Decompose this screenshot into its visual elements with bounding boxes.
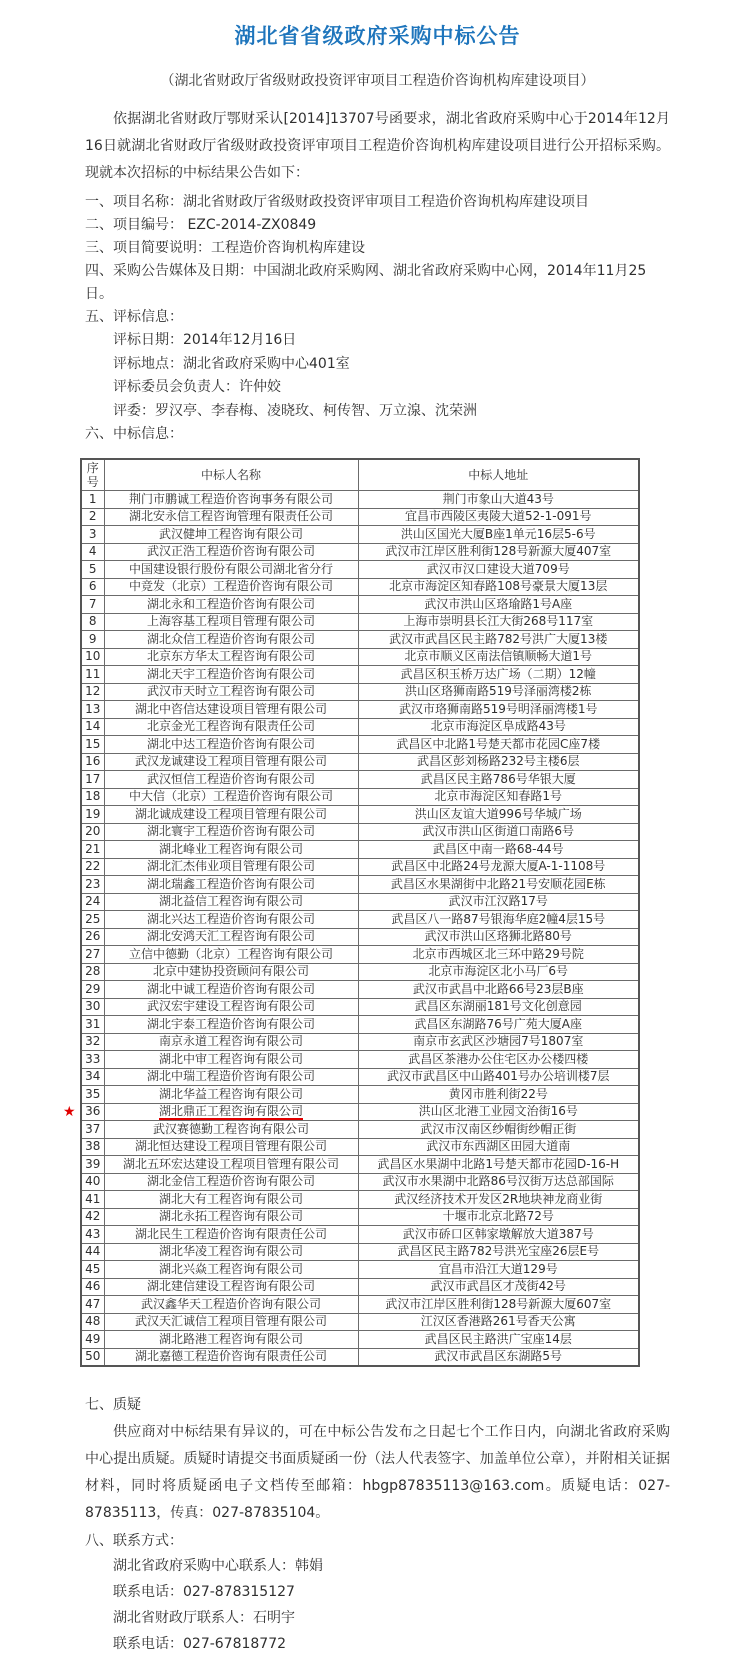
table-row: [81, 1278, 639, 1296]
cell-seq: 43: [81, 1226, 104, 1244]
cell-seq: 11: [81, 666, 104, 684]
cell-winner-address: 北京市海淀区知春路108号豪景大厦13层: [358, 578, 639, 596]
eval-place: 评标地点：湖北省政府采购中心401室: [113, 355, 350, 372]
cell-seq: 45: [81, 1261, 104, 1279]
cell-seq: 12: [81, 683, 104, 701]
doc-subtitle: （湖北省财政厅省级财政投资评审项目工程造价咨询机构库建设项目）: [160, 73, 595, 89]
cell-seq: 7: [81, 596, 104, 614]
table-row: [81, 718, 639, 736]
cell-winner-name: 湖北中达工程造价咨询有限公司: [104, 736, 358, 754]
cell-winner-name: 湖北峰业工程咨询有限公司: [104, 841, 358, 859]
cell-winner-name: 北京东方华太工程咨询有限公司: [104, 648, 358, 666]
cell-winner-name: 武汉恒信工程造价咨询有限公司: [104, 771, 358, 789]
item-6-winner-info: 六、中标信息：: [85, 426, 183, 442]
table-header-row: [81, 459, 639, 491]
cell-winner-address: 武昌区东湖丽181号文化创意园: [358, 998, 639, 1016]
cell-winner-name: 湖北寰宇工程造价咨询有限公司: [104, 823, 358, 841]
cell-winner-address: 荆门市象山大道43号: [358, 491, 639, 509]
table-row: [81, 596, 639, 614]
cell-winner-address: 洪山区友谊大道996号华城广场: [358, 806, 639, 824]
cell-seq: 40: [81, 1173, 104, 1191]
cell-winner-address: 武昌区彭刘杨路232号主楼6层: [358, 753, 639, 771]
cell-winner-address: 武昌区积玉桥万达广场（二期）12幢: [358, 666, 639, 684]
cell-winner-name: 湖北兴焱工程咨询有限公司: [104, 1261, 358, 1279]
contact-finance-person: 湖北省财政厅联系人：石明宇: [113, 1610, 295, 1626]
table-row: [81, 928, 639, 946]
page-title: 湖北省省级政府采购中标公告: [234, 24, 521, 48]
table-row: [81, 963, 639, 981]
cell-winner-address: 北京市海淀区知春路1号: [358, 788, 639, 806]
cell-winner-address: 武汉市武昌区中山路401号办公培训楼7层: [358, 1068, 639, 1086]
table-row: [81, 543, 639, 561]
cell-winner-name: 湖北建信建设工程咨询有限公司: [104, 1278, 358, 1296]
cell-seq: 3: [81, 526, 104, 544]
cell-winner-address: 武昌区水果湖中北路1号楚天都市花园D-16-H: [358, 1156, 639, 1174]
table-row: [81, 1068, 639, 1086]
cell-winner-name: 武汉龙诚建设工程项目管理有限公司: [104, 753, 358, 771]
item-1-project-name: 一、项目名称：湖北省财政厅省级财政投资评审项目工程造价咨询机构库建设项目: [85, 194, 589, 210]
table-row: [81, 1243, 639, 1261]
cell-seq: 46: [81, 1278, 104, 1296]
table-row: [81, 561, 639, 579]
cell-winner-name: 南京永道工程咨询有限公司: [104, 1033, 358, 1051]
cell-seq: 44: [81, 1243, 104, 1261]
table-row: [81, 1051, 639, 1069]
cell-winner-address: 武昌区民主路洪广宝座14层: [358, 1331, 639, 1349]
cell-winner-address: 武汉市江汉路17号: [358, 893, 639, 911]
cell-winner-address: 江汉区香港路261号香天公寓: [358, 1313, 639, 1331]
cell-winner-name: [104, 1103, 358, 1121]
cell-winner-name: 荆门市鹏诚工程造价咨询事务有限公司: [104, 491, 358, 509]
cell-seq: 28: [81, 963, 104, 981]
cell-seq: 4: [81, 543, 104, 561]
cell-winner-name: 湖北路港工程咨询有限公司: [104, 1331, 358, 1349]
cell-winner-address: 武汉市武昌中北路66号23层B座: [358, 981, 639, 999]
intro-paragraph: 依据湖北省财政厅鄂财采认[2014]13707号函要求，湖北省政府采购中心于2014年12月16日就湖北省财政厅省级财政投资评审项目工程造价咨询机构库建设项目进行公开招标采购。现就本次招标的中标结果公告如下：: [85, 111, 670, 181]
cell-seq: 19: [81, 806, 104, 824]
table-row: [81, 1313, 639, 1331]
cell-winner-address: 武昌区民主路786号华银大厦: [358, 771, 639, 789]
cell-seq: 13: [81, 701, 104, 719]
cell-winner-name: 湖北民生工程造价咨询有限责任公司: [104, 1226, 358, 1244]
cell-winner-address: 洪山区国光大厦B座1单元16层5-6号: [358, 526, 639, 544]
cell-seq: 16: [81, 753, 104, 771]
cell-winner-address: 洪山区北港工业园文治街16号: [358, 1103, 639, 1121]
cell-winner-address: 武汉市汉南区纱帽街纱帽正街: [358, 1121, 639, 1139]
cell-winner-address: 武汉市硚口区韩家墩解放大道387号: [358, 1226, 639, 1244]
table-row: [81, 1016, 639, 1034]
cell-seq: 32: [81, 1033, 104, 1051]
cell-seq: 18: [81, 788, 104, 806]
item-2-project-number: 二、项目编号： EZC-2014-ZX0849: [85, 217, 317, 233]
cell-winner-address: 武汉市江岸区胜利街128号新源大厦607室: [358, 1296, 639, 1314]
cell-seq: 2: [81, 508, 104, 526]
cell-seq: 5: [81, 561, 104, 579]
item-4-media-date: 四、采购公告媒体及日期：中国湖北政府采购网、湖北省政府采购中心网，2014年11月25日。: [85, 263, 647, 302]
eval-committee-members: 评委：罗汉亭、李春梅、凌晓玫、柯传智、万立湶、沈荣洲: [113, 402, 477, 419]
cell-winner-name: 上海容基工程项目管理有限公司: [104, 613, 358, 631]
cell-winner-name: 湖北中审工程咨询有限公司: [104, 1051, 358, 1069]
cell-seq: 38: [81, 1138, 104, 1156]
eval-date: 评标日期：2014年12月16日: [113, 332, 297, 348]
cell-seq: 26: [81, 928, 104, 946]
cell-winner-address: 武昌区茶港办公住宅区办公楼四楼: [358, 1051, 639, 1069]
table-row: [81, 666, 639, 684]
cell-winner-name: 湖北兴达工程造价咨询有限公司: [104, 911, 358, 929]
highlighted-winner-name: 湖北鼎正工程咨询有限公司: [158, 1104, 303, 1119]
cell-winner-name: 湖北嘉德工程造价咨询有限责任公司: [104, 1348, 358, 1366]
cell-winner-name: 湖北中诚工程造价咨询有限公司: [104, 981, 358, 999]
cell-winner-address: 洪山区珞狮南路519号泽丽湾楼2栋: [358, 683, 639, 701]
section-7-body: 供应商对中标结果有异议的，可在中标公告发布之日起七个工作日内，向湖北省政府采购中心提出质疑。质疑时请提交书面质疑函一份（法人代表签字、加盖单位公章），并附相关证据材料，同时将质疑函电子文档传至邮箱：hbgp87835113@163.com。质疑电话：027-87835113，传真：027-87835104。: [85, 1424, 670, 1521]
table-row: [81, 683, 639, 701]
cell-seq: 14: [81, 718, 104, 736]
cell-seq: 50: [81, 1348, 104, 1366]
cell-winner-name: 湖北华益工程咨询有限公司: [104, 1086, 358, 1104]
cell-winner-name: 湖北永拓工程咨询有限公司: [104, 1208, 358, 1226]
cell-winner-name: 湖北瑞鑫工程造价咨询有限公司: [104, 876, 358, 894]
table-row: [81, 823, 639, 841]
cell-winner-name: 湖北华凌工程咨询有限公司: [104, 1243, 358, 1261]
cell-winner-address: 武汉市东西湖区田园大道南: [358, 1138, 639, 1156]
cell-winner-address: 武昌区中北路1号楚天都市花园C座7楼: [358, 736, 639, 754]
cell-winner-address: 武昌区民主路782号洪光宝座26层E号: [358, 1243, 639, 1261]
cell-winner-name: 武汉正浩工程造价咨询有限公司: [104, 543, 358, 561]
section-7-heading: 七、质疑: [85, 1397, 141, 1413]
cell-winner-name: 湖北金信工程造价咨询有限公司: [104, 1173, 358, 1191]
cell-winner-address: 武昌区八一路87号银海华庭2幢4层15号: [358, 911, 639, 929]
table-row: [81, 1173, 639, 1191]
cell-winner-name: 武汉赛德勤工程咨询有限公司: [104, 1121, 358, 1139]
table-row: [81, 578, 639, 596]
cell-winner-address: 武汉市武昌区民主路782号洪广大厦13楼: [358, 631, 639, 649]
cell-winner-name: 湖北中瑞工程造价咨询有限公司: [104, 1068, 358, 1086]
cell-winner-address: 武汉市武昌区才茂街42号: [358, 1278, 639, 1296]
cell-winner-name: 湖北益信工程咨询有限公司: [104, 893, 358, 911]
cell-winner-name: 湖北大有工程咨询有限公司: [104, 1191, 358, 1209]
cell-winner-address: 武汉市洪山区街道口南路6号: [358, 823, 639, 841]
contact-finance-phone: 联系电话：027-67818772: [113, 1636, 287, 1652]
cell-seq: 36 ★: [81, 1103, 104, 1121]
cell-winner-name: 武汉健坤工程咨询有限公司: [104, 526, 358, 544]
cell-seq: 31: [81, 1016, 104, 1034]
table-row: [81, 1156, 639, 1174]
cell-winner-address: 武汉市洪山区珞狮北路80号: [358, 928, 639, 946]
cell-seq: 35: [81, 1086, 104, 1104]
cell-seq: 49: [81, 1331, 104, 1349]
table-row: [81, 613, 639, 631]
cell-winner-address: 武昌区中北路24号龙源大厦A-1-1108号: [358, 858, 639, 876]
table-row: [81, 508, 639, 526]
table-row: [81, 1226, 639, 1244]
table-row: [81, 736, 639, 754]
cell-seq: 41: [81, 1191, 104, 1209]
table-row: [81, 788, 639, 806]
cell-seq: 29: [81, 981, 104, 999]
table-row-highlighted: [81, 1103, 639, 1121]
contact-center-person: 湖北省政府采购中心联系人：韩娟: [113, 1558, 323, 1574]
table-row: [81, 491, 639, 509]
winners-table: [63, 458, 640, 1367]
cell-seq: 37: [81, 1121, 104, 1139]
table-row: [81, 1208, 639, 1226]
cell-winner-name: 湖北汇杰伟业项目管理有限公司: [104, 858, 358, 876]
cell-winner-name: 湖北安鸿天汇工程咨询有限公司: [104, 928, 358, 946]
table-row: [81, 701, 639, 719]
cell-winner-name: 湖北安永信工程咨询管理有限责任公司: [104, 508, 358, 526]
cell-winner-address: 武昌区水果湖街中北路21号安顺花园E栋: [358, 876, 639, 894]
cell-winner-name: 中竞发（北京）工程造价咨询有限公司: [104, 578, 358, 596]
cell-winner-name: 武汉天汇诚信工程项目管理有限公司: [104, 1313, 358, 1331]
cell-seq: 21: [81, 841, 104, 859]
cell-winner-name: 湖北诚成建设工程项目管理有限公司: [104, 806, 358, 824]
table-row: [81, 1331, 639, 1349]
cell-winner-address: 黄冈市胜利街22号: [358, 1086, 639, 1104]
table-row: [81, 876, 639, 894]
cell-winner-name: 武汉宏宇建设工程咨询有限公司: [104, 998, 358, 1016]
cell-seq: 42: [81, 1208, 104, 1226]
item-5-eval-info: 五、评标信息：: [85, 309, 183, 325]
eval-committee-head: 评标委员会负责人：许仲姣: [113, 379, 281, 395]
cell-winner-name: 湖北恒达建设工程项目管理有限公司: [104, 1138, 358, 1156]
header-winner-name: 中标人名称: [104, 459, 358, 491]
cell-seq: 6: [81, 578, 104, 596]
table-row: [81, 893, 639, 911]
cell-seq: 27: [81, 946, 104, 964]
table-row: [81, 771, 639, 789]
highlight-star-icon: ★: [63, 1103, 76, 1120]
cell-seq: 23: [81, 876, 104, 894]
table-row: [81, 998, 639, 1016]
cell-winner-address: 北京市西城区北三环中路29号院: [358, 946, 639, 964]
cell-seq: 20: [81, 823, 104, 841]
section-8-heading: 八、联系方式：: [85, 1533, 183, 1549]
cell-winner-name: 中国建设银行股份有限公司湖北省分行: [104, 561, 358, 579]
table-row: [81, 648, 639, 666]
cell-seq: 34: [81, 1068, 104, 1086]
cell-seq: 24: [81, 893, 104, 911]
cell-winner-address: 十堰市北京北路72号: [358, 1208, 639, 1226]
cell-winner-name: 北京金光工程咨询有限责任公司: [104, 718, 358, 736]
cell-seq: 17: [81, 771, 104, 789]
cell-seq: 47: [81, 1296, 104, 1314]
table-row: [81, 1348, 639, 1366]
table-row: [81, 1191, 639, 1209]
table-row: [81, 1261, 639, 1279]
cell-seq: 39: [81, 1156, 104, 1174]
cell-winner-name: 湖北宇泰工程造价咨询有限公司: [104, 1016, 358, 1034]
table-row: [81, 981, 639, 999]
cell-seq: 8: [81, 613, 104, 631]
cell-winner-address: 武汉市水果湖中北路86号汉街万达总部国际: [358, 1173, 639, 1191]
header-seq: 序号: [81, 459, 104, 491]
cell-seq: 1: [81, 491, 104, 509]
cell-winner-name: 湖北众信工程造价咨询有限公司: [104, 631, 358, 649]
table-row: [81, 1033, 639, 1051]
table-row: [81, 806, 639, 824]
winners-table-body: [63, 491, 639, 1367]
cell-winner-address: 南京市玄武区沙塘园7号1807室: [358, 1033, 639, 1051]
cell-winner-address: 宜昌市西陵区夷陵大道52-1-091号: [358, 508, 639, 526]
table-row: [81, 1296, 639, 1314]
header-winner-address: 中标人地址: [358, 459, 639, 491]
cell-seq: 10: [81, 648, 104, 666]
cell-seq: 33: [81, 1051, 104, 1069]
cell-seq: 15: [81, 736, 104, 754]
cell-winner-name: 湖北永和工程造价咨询有限公司: [104, 596, 358, 614]
cell-winner-name: 立信中德勤（北京）工程咨询有限公司: [104, 946, 358, 964]
table-row: [81, 526, 639, 544]
cell-winner-address: 武汉市江岸区胜利街128号新源大厦407室: [358, 543, 639, 561]
cell-winner-address: 武昌区东湖路76号广苑大厦A座: [358, 1016, 639, 1034]
cell-seq: 9: [81, 631, 104, 649]
cell-winner-address: 上海市崇明县长江大街268号117室: [358, 613, 639, 631]
table-row: [81, 1086, 639, 1104]
table-row: [81, 858, 639, 876]
cell-winner-address: 武汉经济技术开发区2R地块神龙商业街: [358, 1191, 639, 1209]
cell-winner-name: 北京中建协投资顾问有限公司: [104, 963, 358, 981]
cell-seq: 30: [81, 998, 104, 1016]
cell-winner-address: 武汉市汉口建设大道709号: [358, 561, 639, 579]
table-row: [81, 631, 639, 649]
cell-winner-address: 北京市顺义区南法信镇顺畅大道1号: [358, 648, 639, 666]
cell-winner-name: 湖北中咨信达建设项目管理有限公司: [104, 701, 358, 719]
cell-winner-name: 湖北天宇工程造价咨询有限公司: [104, 666, 358, 684]
cell-winner-address: 武昌区中南一路68-44号: [358, 841, 639, 859]
cell-winner-address: 武汉市武昌区东湖路5号: [358, 1348, 639, 1366]
winners-table-wrap: [63, 458, 670, 1367]
table-row: [81, 841, 639, 859]
cell-winner-name: 中大信（北京）工程造价咨询有限公司: [104, 788, 358, 806]
cell-winner-name: 武汉市天时立工程咨询有限公司: [104, 683, 358, 701]
table-row: [81, 1138, 639, 1156]
cell-winner-name: 武汉鑫华天工程造价咨询有限公司: [104, 1296, 358, 1314]
cell-winner-address: 北京市海淀区北小马厂6号: [358, 963, 639, 981]
cell-winner-name: 湖北五环宏达建设工程项目管理有限公司: [104, 1156, 358, 1174]
cell-winner-address: 宜昌市沿江大道129号: [358, 1261, 639, 1279]
cell-seq: 48: [81, 1313, 104, 1331]
cell-winner-address: 武汉市珞狮南路519号明泽丽湾楼1号: [358, 701, 639, 719]
table-row: [81, 1121, 639, 1139]
table-row: [81, 946, 639, 964]
cell-seq: 22: [81, 858, 104, 876]
cell-seq: 25: [81, 911, 104, 929]
table-row: [81, 911, 639, 929]
cell-winner-address: 武汉市洪山区珞瑜路1号A座: [358, 596, 639, 614]
cell-winner-address: 北京市海淀区阜成路43号: [358, 718, 639, 736]
table-row: [81, 753, 639, 771]
item-3-project-brief: 三、项目简要说明：工程造价咨询机构库建设: [85, 240, 365, 256]
contact-center-phone: 联系电话：027-878315127: [113, 1584, 295, 1600]
